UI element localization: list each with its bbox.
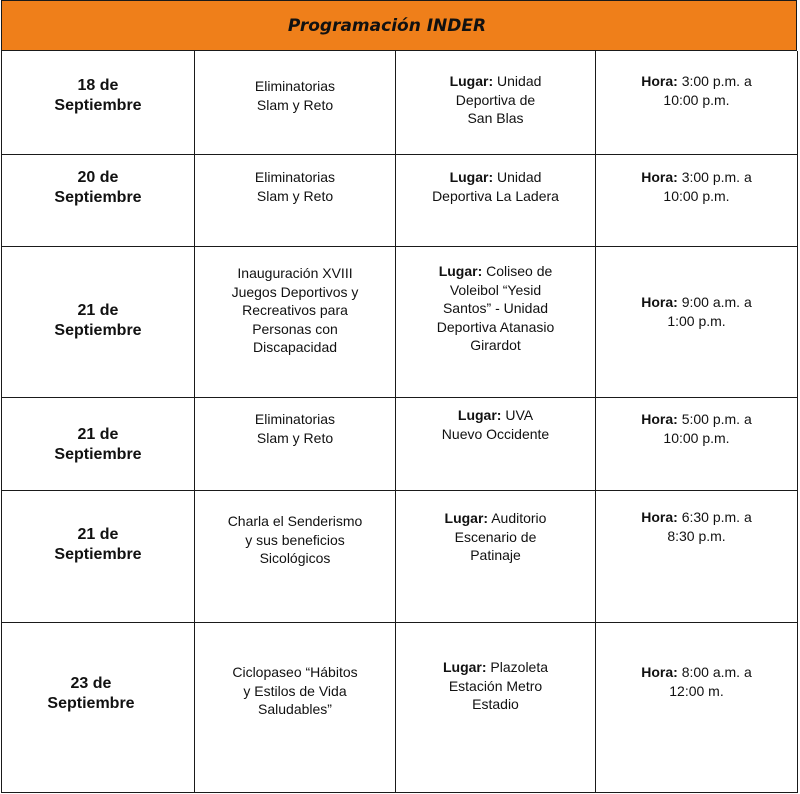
time-label: Hora: — [641, 294, 678, 310]
event-line: Discapacidad — [252, 339, 338, 355]
date-month: Septiembre — [54, 97, 142, 114]
date-day: 21 de — [77, 526, 119, 543]
schedule-title: Programación INDER — [287, 15, 487, 36]
place-line: Patinaje — [470, 547, 521, 563]
date-cell — [1, 398, 194, 490]
place-line: Girardot — [470, 337, 521, 353]
event-line: y Estilos de Vida — [243, 682, 347, 699]
place-label: Lugar: — [438, 263, 483, 279]
schedule-table — [1, 51, 798, 793]
event-line: Saludables” — [258, 701, 332, 717]
date-day: 20 de — [77, 169, 119, 186]
date-month: Septiembre — [54, 322, 142, 339]
time-line: 10:00 p.m. — [663, 429, 730, 446]
place-line: Voleibol “Yesid — [449, 281, 542, 298]
place-label: Lugar: — [449, 169, 494, 185]
event-line: Personas con — [252, 320, 338, 337]
table-row — [1, 398, 798, 491]
time-text: 9:00 a.m. a — [681, 294, 752, 310]
event-line: Inauguración XVIII — [237, 265, 353, 281]
event-line: Eliminatorias — [254, 411, 336, 427]
event-cell — [194, 398, 395, 490]
time-label: Hora: — [641, 73, 678, 89]
place-line: Deportiva La Ladera — [432, 187, 559, 204]
table-row — [1, 247, 798, 398]
event-line: Sicológicos — [259, 550, 331, 566]
time-label: Hora: — [641, 169, 678, 185]
place-text: UVA — [505, 407, 534, 423]
time-text: 8:00 a.m. a — [681, 664, 752, 680]
time-cell — [595, 491, 798, 622]
event-line: Slam y Reto — [256, 187, 334, 204]
place-cell — [395, 247, 595, 397]
event-cell — [194, 247, 395, 397]
event-line: Slam y Reto — [256, 429, 334, 446]
time-line: 8:30 p.m. — [667, 527, 726, 544]
date-month: Septiembre — [47, 695, 135, 712]
time-text: 3:00 p.m. a — [681, 169, 752, 185]
place-label: Lugar: — [449, 73, 494, 89]
table-row — [1, 155, 798, 247]
place-cell — [395, 623, 595, 792]
place-line: Estación Metro — [448, 677, 543, 694]
place-text: Coliseo de — [486, 263, 553, 279]
time-label: Hora: — [641, 411, 678, 427]
place-line: Escenario de — [454, 528, 537, 545]
event-cell — [194, 51, 395, 154]
event-line: Eliminatorias — [254, 169, 336, 185]
table-row — [1, 623, 798, 793]
time-line: 1:00 p.m. — [667, 312, 726, 329]
time-text: 6:30 p.m. a — [681, 509, 752, 525]
date-day: 21 de — [77, 426, 119, 443]
time-cell — [595, 247, 798, 397]
time-text: 5:00 p.m. a — [681, 411, 752, 427]
place-cell — [395, 398, 595, 490]
place-line: Estadio — [472, 696, 519, 712]
event-line: Slam y Reto — [256, 96, 334, 113]
schedule-header — [1, 0, 797, 51]
time-line: 10:00 p.m. — [663, 91, 730, 108]
time-cell — [595, 623, 798, 792]
place-cell — [395, 51, 595, 154]
table-row — [1, 51, 798, 155]
date-day: 21 de — [77, 302, 119, 319]
event-line: Ciclopaseo “Hábitos — [232, 664, 358, 680]
place-line: Santos” - Unidad — [442, 300, 549, 316]
event-line: y sus beneficios — [245, 531, 345, 548]
place-line: Deportiva Atanasio — [436, 318, 555, 335]
place-cell — [395, 491, 595, 622]
time-label: Hora: — [641, 664, 678, 680]
place-text: Unidad — [497, 169, 542, 185]
date-cell — [1, 51, 194, 154]
place-line: San Blas — [467, 110, 524, 126]
time-cell — [595, 398, 798, 490]
event-line: Juegos Deportivos y — [231, 283, 359, 300]
event-line: Charla el Senderismo — [227, 513, 363, 529]
date-cell — [1, 491, 194, 622]
event-cell — [194, 491, 395, 622]
table-row — [1, 491, 798, 623]
date-cell — [1, 623, 194, 792]
event-line: Eliminatorias — [254, 78, 336, 94]
event-cell — [194, 155, 395, 246]
date-cell — [1, 247, 194, 397]
place-text: Plazoleta — [490, 659, 549, 675]
place-text: Auditorio — [491, 510, 547, 526]
place-cell — [395, 155, 595, 246]
time-cell — [595, 51, 798, 154]
place-label: Lugar: — [442, 659, 487, 675]
event-line: Recreativos para — [242, 302, 348, 318]
date-month: Septiembre — [54, 189, 142, 206]
time-line: 12:00 m. — [669, 682, 724, 699]
place-label: Lugar: — [444, 510, 489, 526]
date-day: 23 de — [70, 675, 112, 692]
time-label: Hora: — [641, 509, 678, 525]
date-month: Septiembre — [54, 446, 142, 463]
time-line: 10:00 p.m. — [663, 187, 730, 204]
date-day: 18 de — [77, 77, 119, 94]
date-cell — [1, 155, 194, 246]
time-cell — [595, 155, 798, 246]
event-cell — [194, 623, 395, 792]
time-text: 3:00 p.m. a — [681, 73, 752, 89]
place-line: Nuevo Occidente — [441, 425, 550, 442]
place-line: Deportiva de — [455, 91, 536, 108]
place-text: Unidad — [497, 73, 542, 89]
date-month: Septiembre — [54, 546, 142, 563]
place-label: Lugar: — [457, 407, 502, 423]
